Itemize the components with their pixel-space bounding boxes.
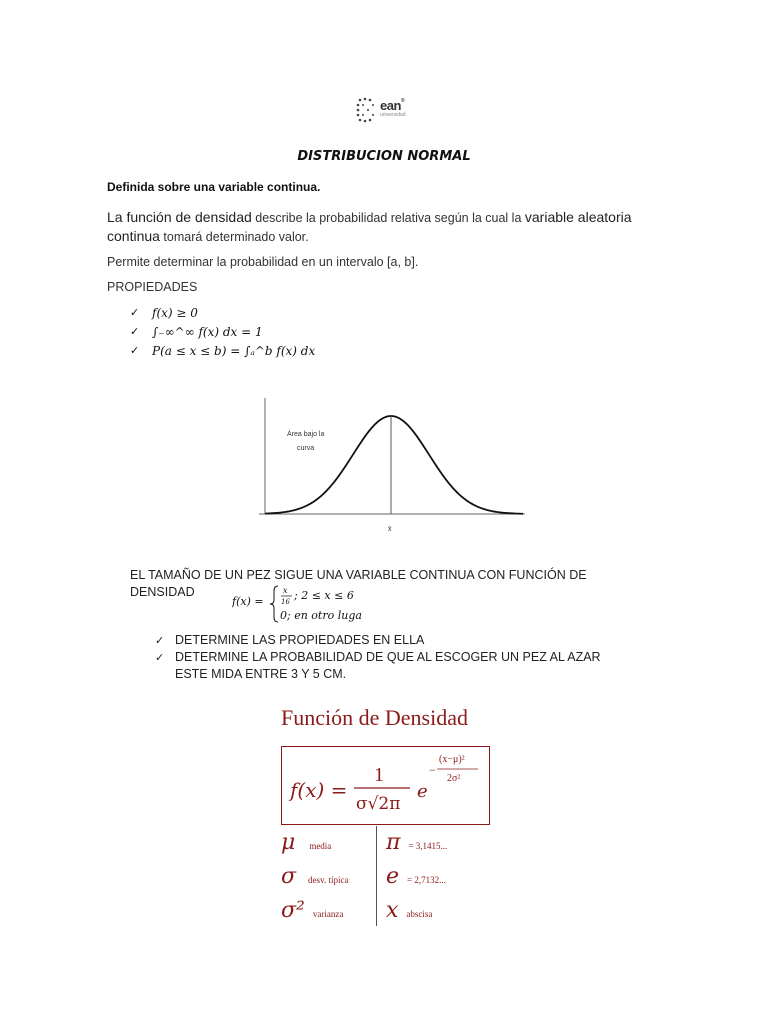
logo-subtitle: universidad [380, 112, 406, 118]
mu-text: media [309, 841, 332, 851]
area-label-line1: Área bajo la [287, 431, 325, 438]
property-item: ✓ ∫₋∞^∞ f(x) dx = 1 [130, 325, 263, 339]
legend-mu [281, 830, 331, 855]
x-text: abscisa [406, 909, 433, 919]
exponent-denominator: 2σ² [447, 773, 461, 784]
piecewise-svg [232, 583, 362, 625]
case2: 0; en otro lugar [280, 609, 362, 622]
check-icon: ✓ [130, 325, 140, 338]
task-item: ✓ DETERMINE LA PROBABILIDAD DE QUE AL ESCOGER UN PEZ AL AZAR ESTE MIDA ENTRE 3 Y 5 CM. [155, 650, 601, 681]
legend-pi [386, 830, 447, 855]
legend-divider [376, 826, 377, 926]
property-item: ✓ P(a ≤ x ≤ b) = ∫ₐ^b f(x) dx [130, 344, 316, 358]
logo-wordmark: ean® [380, 98, 405, 113]
case1-numerator: x [283, 586, 288, 595]
formula-numerator: 1 [374, 764, 384, 786]
definition-paragraph: La función de densidad describe la probabilidad relativa según la cual la variable aleatoria continua tomará determinado valor. [107, 209, 632, 244]
legend-sigma [281, 864, 348, 889]
variance-symbol: σ² [281, 898, 305, 923]
mu-symbol: μ [281, 830, 296, 855]
x-symbol: x [386, 898, 399, 923]
density-formula-box [281, 746, 490, 825]
check-icon: ✓ [155, 634, 165, 647]
piecewise-function [232, 583, 362, 628]
properties-heading: PROPIEDADES [107, 280, 198, 294]
tasks-list [155, 632, 675, 683]
page-title: DISTRIBUCION NORMAL [297, 149, 471, 164]
pi-text: = 3,1415... [408, 841, 448, 851]
exercise-densidad-label: DENSIDAD [130, 585, 195, 599]
formula-lhs: f(x) = [290, 778, 348, 802]
formula-e: e [417, 781, 428, 802]
legend-x [386, 898, 432, 923]
exponent-numerator: (x−μ)² [439, 754, 465, 765]
normal-curve-svg [257, 396, 527, 536]
mean-label: x̄ [388, 526, 392, 533]
e-symbol: e [386, 864, 400, 889]
check-icon: ✓ [155, 651, 165, 664]
svg-text:−: − [429, 763, 436, 777]
legend-e [386, 864, 446, 889]
check-icon: ✓ [130, 306, 140, 319]
formula-denominator: σ√2π [356, 794, 401, 814]
interval-paragraph: Permite determinar la probabilidad en un intervalo [a, b]. [107, 255, 419, 269]
properties-list [130, 306, 315, 363]
density-title: Función de Densidad [281, 705, 468, 730]
logo-dots-icon [356, 97, 378, 123]
check-icon: ✓ [130, 344, 140, 357]
e-text: = 2,7132... [407, 875, 446, 885]
density-formula [282, 747, 489, 824]
ean-logo [356, 97, 426, 125]
case1-condition: ; 2 ≤ x ≤ 6 [294, 589, 354, 602]
case1-denominator: 16 [281, 598, 290, 606]
variance-text: varianza [312, 909, 344, 919]
brace-icon [270, 586, 278, 622]
sigma-symbol: σ [281, 864, 297, 889]
normal-curve-figure [257, 396, 527, 536]
subtitle: Definida sobre una variable continua. [107, 180, 321, 194]
property-item: ✓ f(x) ≥ 0 [130, 306, 198, 320]
sigma-text: desv. típica [308, 875, 349, 885]
task-item: ✓ DETERMINE LAS PROPIEDADES EN ELLA [155, 633, 425, 647]
piecewise-fx: f(x) = [232, 595, 264, 608]
exercise-statement: EL TAMAÑO DE UN PEZ SIGUE UNA VARIABLE CONTINUA CON FUNCIÓN DE [130, 568, 587, 582]
legend-variance [281, 898, 343, 923]
pi-symbol: π [386, 830, 401, 855]
area-label-line2: curva [297, 445, 315, 452]
